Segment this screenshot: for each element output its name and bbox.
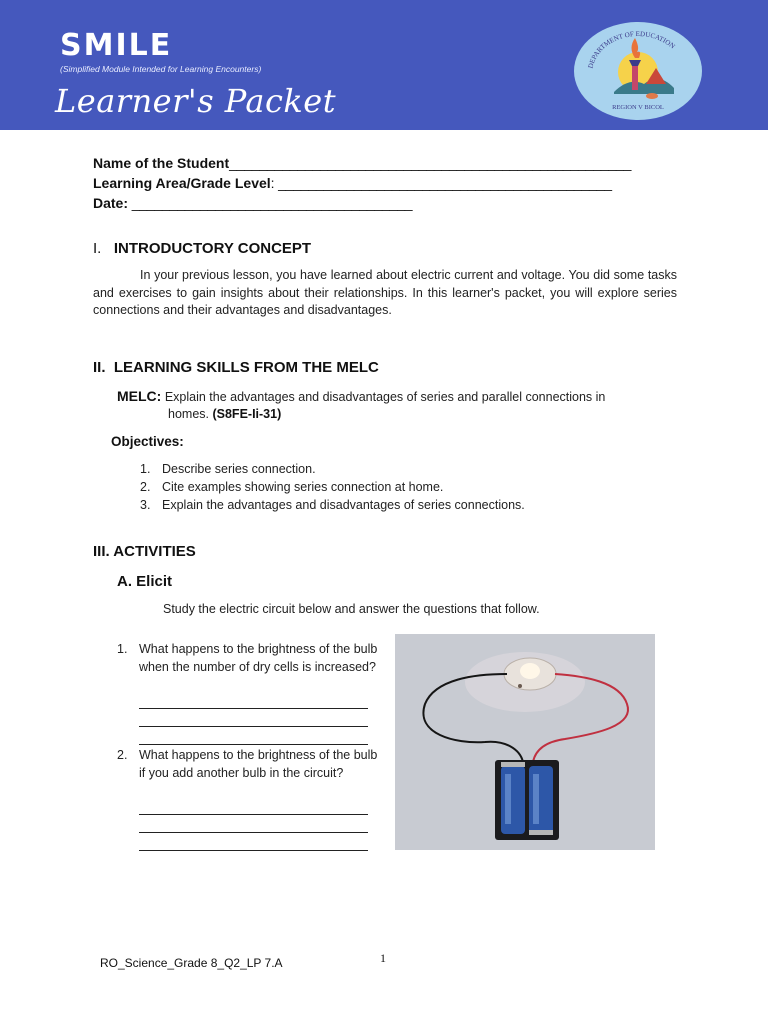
answer-line[interactable] xyxy=(139,726,368,727)
question-text: What happens to the brightness of the bulb if you add another bulb in the circuit? xyxy=(139,748,378,780)
objective-item xyxy=(140,462,316,476)
objective-text: Explain the advantages and disadvantages of series connections. xyxy=(162,498,525,512)
date-field[interactable]: _____________________________________ xyxy=(128,195,413,211)
objective-item xyxy=(140,480,443,494)
answer-line[interactable] xyxy=(139,744,368,745)
objective-number: 3. xyxy=(140,498,151,512)
question-1 xyxy=(117,640,387,676)
objective-number: 1. xyxy=(140,462,151,476)
section-2-heading xyxy=(93,359,379,376)
elicit-instruction: Study the electric circuit below and answer the questions that follow. xyxy=(163,602,540,616)
header-band xyxy=(0,0,768,130)
melc-block-line2 xyxy=(168,406,281,424)
section-3-numeral: III. xyxy=(93,543,110,560)
objective-number: 2. xyxy=(140,480,151,494)
question-2 xyxy=(117,746,387,782)
grade-level-field[interactable]: ____________________________________________ xyxy=(278,175,612,191)
objective-text: Describe series connection. xyxy=(162,462,316,476)
answer-line[interactable] xyxy=(139,850,368,851)
section-2-numeral: II. xyxy=(93,359,106,376)
objective-text: Cite examples showing series connection at home. xyxy=(162,480,444,494)
student-name-field[interactable]: _____________________________________________________ xyxy=(229,155,632,171)
page-number: 1 xyxy=(380,951,386,965)
answer-line[interactable] xyxy=(139,708,368,709)
section-3-heading xyxy=(93,543,196,560)
intro-paragraph: In your previous lesson, you have learned about electric current and voltage. You did some tasks and exercises to gain insights about their relationships. In this learner's packet, you will explore series connections and their advantages and disadvantages. xyxy=(93,268,677,317)
section-1-numeral: I. xyxy=(93,240,102,257)
packet-title: Learner's Packet xyxy=(55,82,337,120)
elicit-heading: A. Elicit xyxy=(117,573,173,590)
grade-colon: : xyxy=(270,175,279,191)
student-name-label: Name of the Student xyxy=(93,155,230,171)
answer-line[interactable] xyxy=(139,832,368,833)
section-2-title: LEARNING SKILLS FROM THE MELC xyxy=(113,359,379,376)
date-label: Date: xyxy=(93,195,129,211)
melc-text-2: homes. xyxy=(168,407,209,421)
student-info-form xyxy=(93,153,631,213)
section-1-heading xyxy=(93,240,311,257)
svg-text:DEPARTMENT OF EDUCATION: DEPARTMENT OF EDUCATION xyxy=(586,29,677,70)
melc-text: Explain the advantages and disadvantages of series and parallel connections in xyxy=(164,390,606,404)
question-number: 1. xyxy=(117,642,128,656)
document-id: RO_Science_Grade 8_Q2_LP 7.A xyxy=(100,956,283,970)
grade-level-row xyxy=(93,173,631,193)
melc-block xyxy=(117,388,677,407)
melc-label: MELC: xyxy=(117,388,162,404)
section-3-title: ACTIVITIES xyxy=(113,543,196,560)
brand-title: SMILE xyxy=(60,28,173,63)
student-name-row xyxy=(93,153,631,173)
objectives-title: Objectives: xyxy=(111,434,184,449)
svg-text:REGION V BICOL: REGION V BICOL xyxy=(612,104,664,111)
answer-line[interactable] xyxy=(139,814,368,815)
question-text: What happens to the brightness of the bulb when the number of dry cells is increased? xyxy=(139,642,378,674)
deped-logo-icon xyxy=(574,22,702,120)
objective-item xyxy=(140,498,525,512)
question-number: 2. xyxy=(117,748,128,762)
circuit-photo xyxy=(395,634,655,850)
section-1-title: INTRODUCTORY CONCEPT xyxy=(113,240,312,257)
brand-subtitle: (Simplified Module Intended for Learning Encounters) xyxy=(60,64,262,74)
grade-level-label: Learning Area/Grade Level xyxy=(93,175,271,191)
date-row xyxy=(93,193,631,213)
melc-code: (S8FE-Ii-31) xyxy=(212,407,282,421)
